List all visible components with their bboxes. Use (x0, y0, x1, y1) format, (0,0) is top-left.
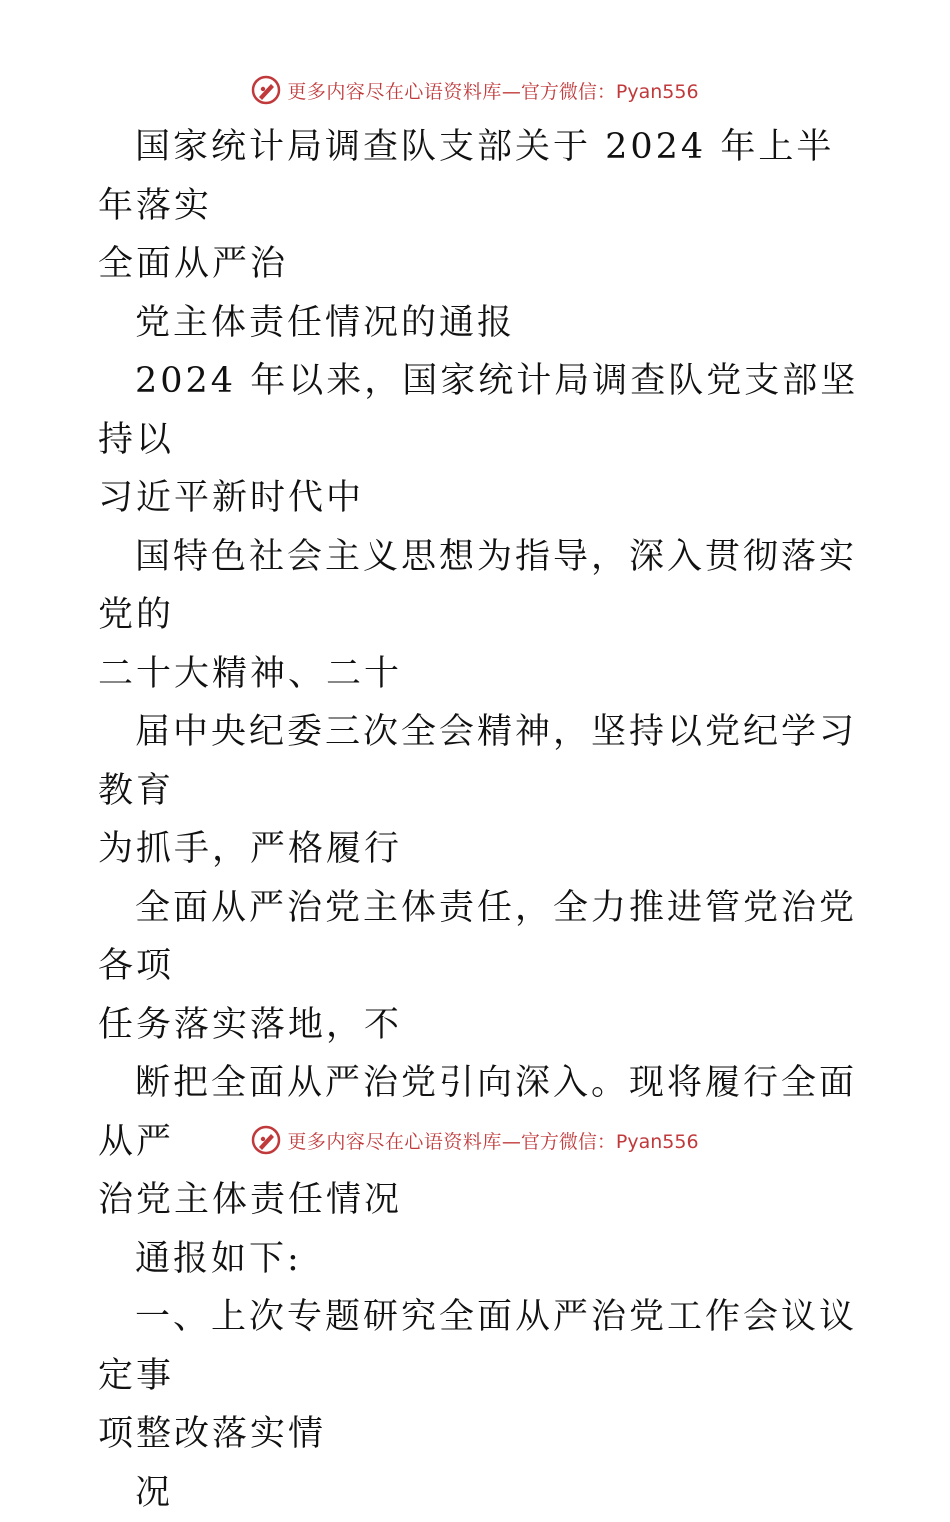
doc-line-10: 况 (98, 1464, 868, 1522)
document-body (98, 118, 868, 1522)
doc-line-7: 断把全面从严治党引向深入。现将履行全面从严 治党主体责任情况 (98, 1054, 868, 1230)
footer-watermark (0, 1122, 950, 1158)
watermark-suffix: —官方微信：Pyan556 (502, 77, 699, 104)
doc-line-5: 届中央纪委三次全会精神，坚持以党纪学习教育 为抓手，严格履行 (98, 703, 868, 879)
watermark-text: 更多内容尽在心语资料库 (287, 77, 502, 104)
doc-line-1: 国家统计局调查队支部关于 2024 年上半年落实 全面从严治 (98, 118, 868, 294)
doc-line-8: 通报如下: (98, 1230, 868, 1289)
doc-line-6: 全面从严治党主体责任，全力推进管党治党各项 任务落实落地，不 (98, 879, 868, 1055)
quill-pen-icon (251, 75, 281, 105)
header-watermark (0, 72, 950, 108)
doc-line-3: 2024 年以来，国家统计局调查队党支部坚持以 习近平新时代中 (98, 352, 868, 528)
quill-pen-icon (251, 1125, 281, 1155)
doc-line-9: 一、上次专题研究全面从严治党工作会议议定事 项整改落实情 (98, 1288, 868, 1464)
watermark-text: 更多内容尽在心语资料库 (287, 1127, 502, 1154)
doc-line-4: 国特色社会主义思想为指导，深入贯彻落实党的 二十大精神、二十 (98, 528, 868, 704)
watermark-suffix: —官方微信：Pyan556 (502, 1127, 699, 1154)
doc-line-2: 党主体责任情况的通报 (98, 294, 868, 353)
